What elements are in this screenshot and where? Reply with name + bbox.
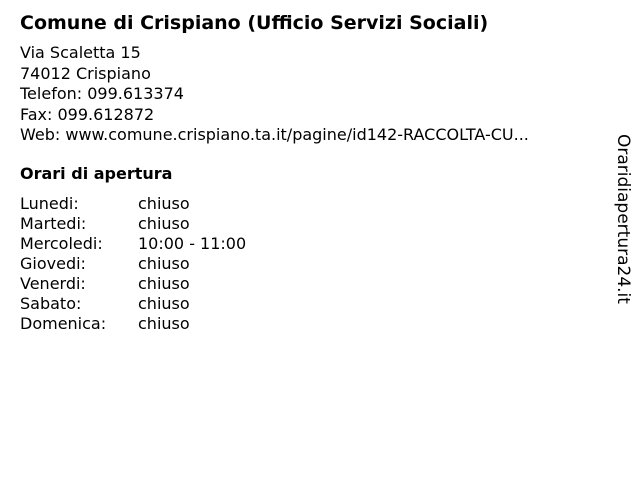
day-hours: chiuso (138, 194, 190, 213)
opening-hours-table (20, 194, 246, 334)
hours-row-sunday (20, 314, 246, 334)
page-title: Comune di Crispiano (Ufficio Servizi Sociali) (20, 12, 489, 34)
hours-row-wednesday (20, 234, 246, 254)
day-label: Giovedi: (20, 254, 86, 273)
website-link[interactable]: Web: www.comune.crispiano.ta.it/pagine/id142-RACCOLTA-CU... (20, 125, 529, 144)
hours-row-monday (20, 194, 246, 214)
watermark-text: Oraridiapertura24.it (613, 134, 633, 304)
day-label: Mercoledi: (20, 234, 103, 253)
hours-row-friday (20, 274, 246, 294)
contact-details (20, 43, 529, 146)
opening-hours-heading: Orari di apertura (20, 164, 173, 183)
day-hours: chiuso (138, 254, 190, 273)
fax-number: Fax: 099.612872 (20, 104, 155, 124)
day-hours: chiuso (138, 314, 190, 333)
day-label: Martedi: (20, 214, 87, 233)
hours-row-saturday (20, 294, 246, 314)
day-hours: chiuso (138, 214, 190, 233)
day-hours: chiuso (138, 274, 190, 293)
day-label: Sabato: (20, 294, 82, 313)
site-watermark (611, 134, 635, 310)
day-label: Domenica: (20, 314, 107, 333)
hours-row-thursday (20, 254, 246, 274)
day-hours: chiuso (138, 294, 190, 313)
address-street: Via Scaletta 15 (20, 43, 141, 62)
phone-number: Telefon: 099.613374 (20, 84, 184, 103)
address-city: 74012 Crispiano (20, 63, 151, 83)
day-hours: 10:00 - 11:00 (138, 234, 247, 253)
day-label: Venerdi: (20, 274, 86, 293)
hours-row-tuesday (20, 214, 246, 234)
day-label: Lunedi: (20, 194, 79, 213)
